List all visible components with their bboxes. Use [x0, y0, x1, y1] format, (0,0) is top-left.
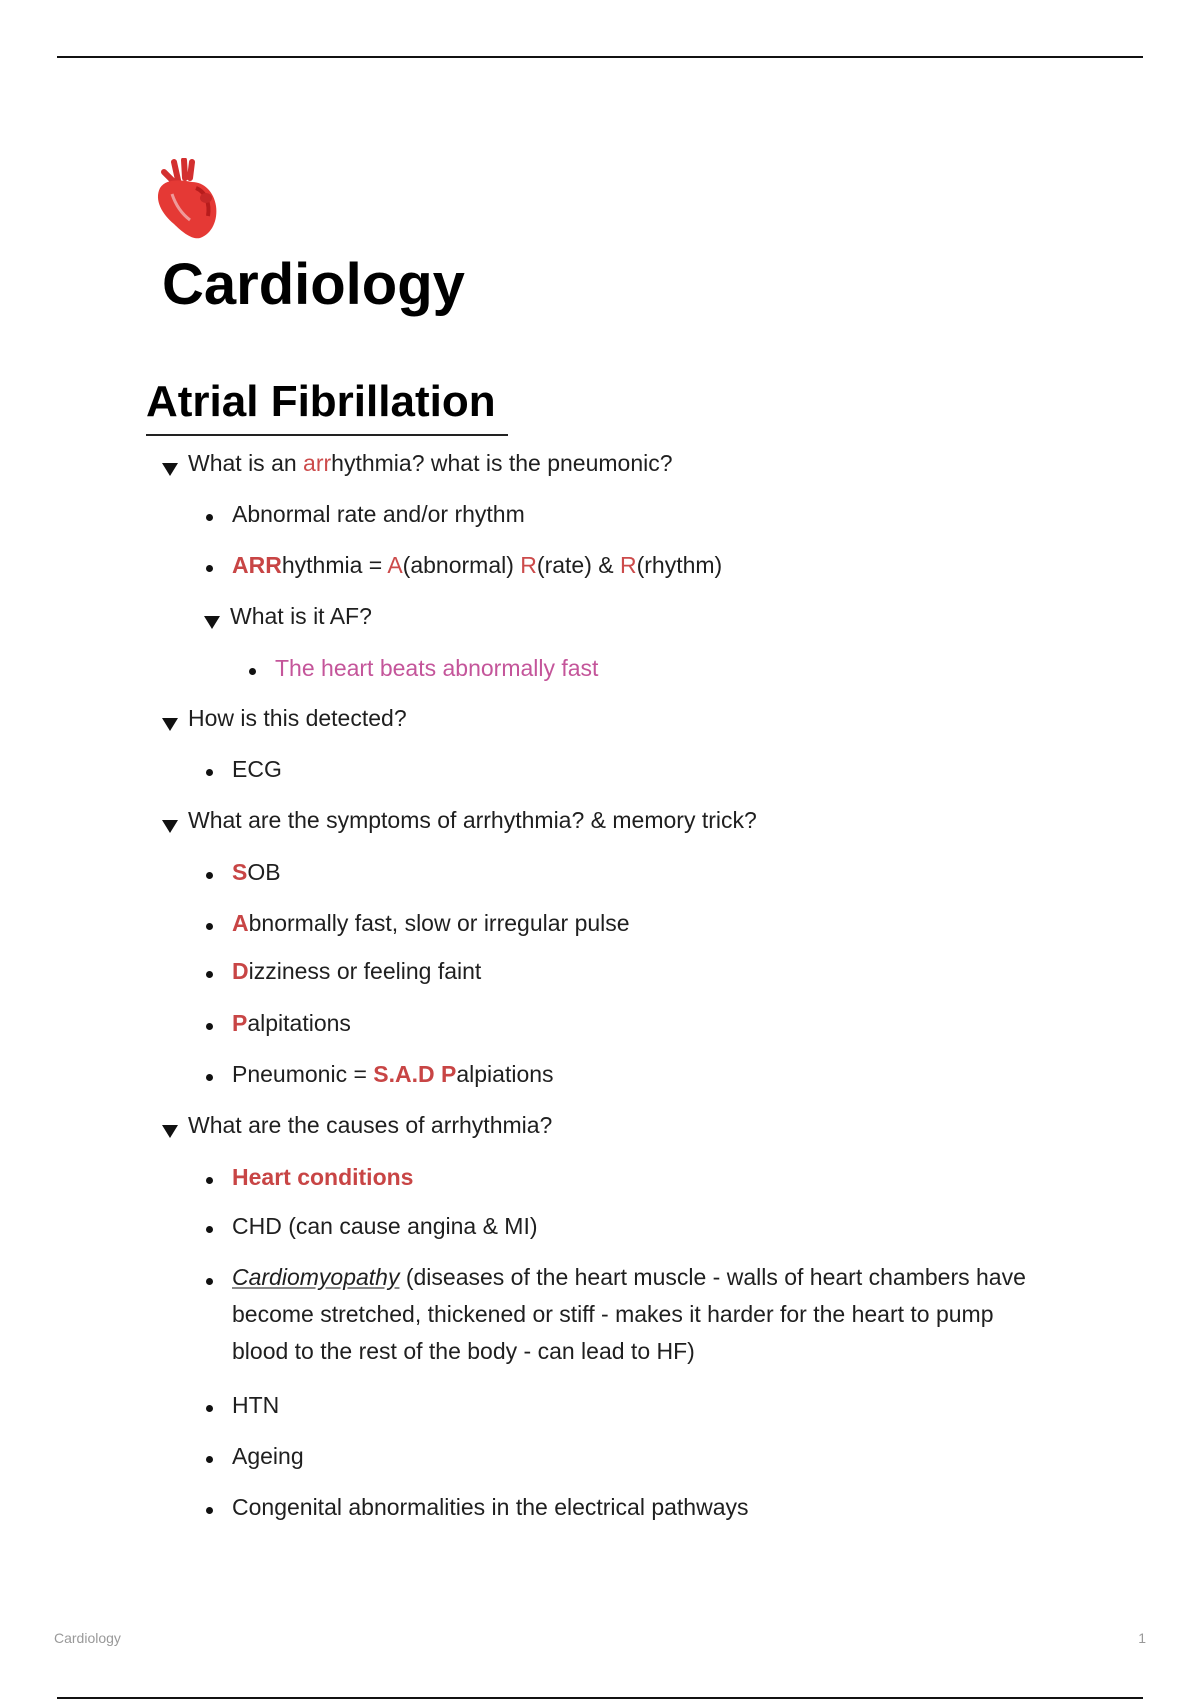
anatomical-heart-icon: [152, 158, 222, 242]
bullet-icon: [206, 514, 213, 521]
toggle-arrow-icon[interactable]: [162, 463, 178, 476]
text-segment: alpiations: [456, 1061, 554, 1087]
text-segment: (abnormal): [402, 552, 521, 578]
toggle-question-causes[interactable]: What are the causes of arrhythmia?: [188, 1112, 553, 1138]
toggle-arrow-icon[interactable]: [162, 820, 178, 833]
list-item: Congenital abnormalities in the electrical pathways: [232, 1494, 749, 1520]
list-item: [232, 960, 481, 983]
text-segment: (diseases of the heart muscle - walls of heart chambers have become stretched, thickened or stiff - makes it harder for the heart to pump blood to the rest of the body - can lead to HF): [232, 1264, 1026, 1364]
page-number: 1: [1138, 1630, 1146, 1646]
list-item: [232, 861, 281, 884]
bullet-icon: [206, 1023, 213, 1030]
text-segment: OB: [247, 859, 281, 885]
text-segment: alpitations: [247, 1010, 351, 1036]
list-item: Heart conditions: [232, 1164, 414, 1190]
q1-text-a: What is an: [188, 450, 304, 476]
bullet-icon: [206, 1456, 213, 1463]
list-item: [232, 1259, 1052, 1370]
top-rule: [57, 56, 1143, 58]
text-segment: (rate) &: [536, 552, 620, 578]
list-item: HTN: [232, 1392, 280, 1418]
bullet-icon: [206, 565, 213, 572]
section-heading: Atrial Fibrillation: [146, 380, 508, 436]
footer-title: Cardiology: [54, 1630, 121, 1646]
bullet-icon: [206, 923, 213, 930]
acronym-letter: S: [232, 859, 248, 885]
text-segment: (rhythm): [636, 552, 723, 578]
toggle-arrow-icon[interactable]: [162, 718, 178, 731]
list-item: [232, 1012, 351, 1035]
toggle-question-af[interactable]: What is it AF?: [230, 603, 372, 629]
mnemonic-letters: S.A.D P: [373, 1061, 457, 1087]
list-item: [232, 912, 630, 935]
bullet-icon: [206, 1226, 213, 1233]
text-segment: izziness or feeling faint: [248, 958, 482, 984]
list-item: ECG: [232, 756, 282, 782]
bullet-icon: [206, 872, 213, 879]
toggle-question-arrhythmia[interactable]: [188, 452, 673, 475]
bullet-icon: [206, 769, 213, 776]
toggle-question-symptoms[interactable]: What are the symptoms of arrhythmia? & memory trick?: [188, 807, 757, 833]
bullet-icon: [206, 1507, 213, 1514]
bullet-icon: [206, 971, 213, 978]
acronym-letter: R: [520, 552, 537, 578]
bullet-icon: [206, 1074, 213, 1081]
text-segment: bnormally fast, slow or irregular pulse: [248, 910, 630, 936]
toggle-question-detection[interactable]: How is this detected?: [188, 705, 407, 731]
text-segment: hythmia =: [281, 552, 388, 578]
page-title: Cardiology: [162, 252, 465, 317]
acronym-letter: A: [232, 910, 249, 936]
q1-text-c: hythmia? what is the pneumonic?: [331, 450, 673, 476]
bullet-icon: [206, 1405, 213, 1412]
acronym-letter: A: [387, 552, 403, 578]
term-link[interactable]: Cardiomyopathy: [232, 1264, 400, 1290]
toggle-arrow-icon[interactable]: [204, 616, 220, 629]
list-item: [232, 1063, 554, 1086]
text-segment: Pneumonic =: [232, 1061, 374, 1087]
acronym-letter: D: [232, 958, 249, 984]
q1-text-b: arr: [303, 450, 332, 476]
bottom-rule: [57, 1697, 1143, 1699]
acronym-letters: ARR: [232, 552, 282, 578]
bullet-icon: [206, 1177, 213, 1184]
list-item: The heart beats abnormally fast: [275, 655, 599, 681]
bullet-icon: [206, 1278, 213, 1285]
bullet-icon: [249, 668, 256, 675]
list-item: Ageing: [232, 1443, 304, 1469]
acronym-letter: R: [619, 552, 637, 578]
toggle-arrow-icon[interactable]: [162, 1125, 178, 1138]
list-item: [232, 554, 722, 577]
list-item: Abnormal rate and/or rhythm: [232, 501, 525, 527]
acronym-letter: P: [232, 1010, 248, 1036]
list-item: CHD (can cause angina & MI): [232, 1213, 538, 1239]
